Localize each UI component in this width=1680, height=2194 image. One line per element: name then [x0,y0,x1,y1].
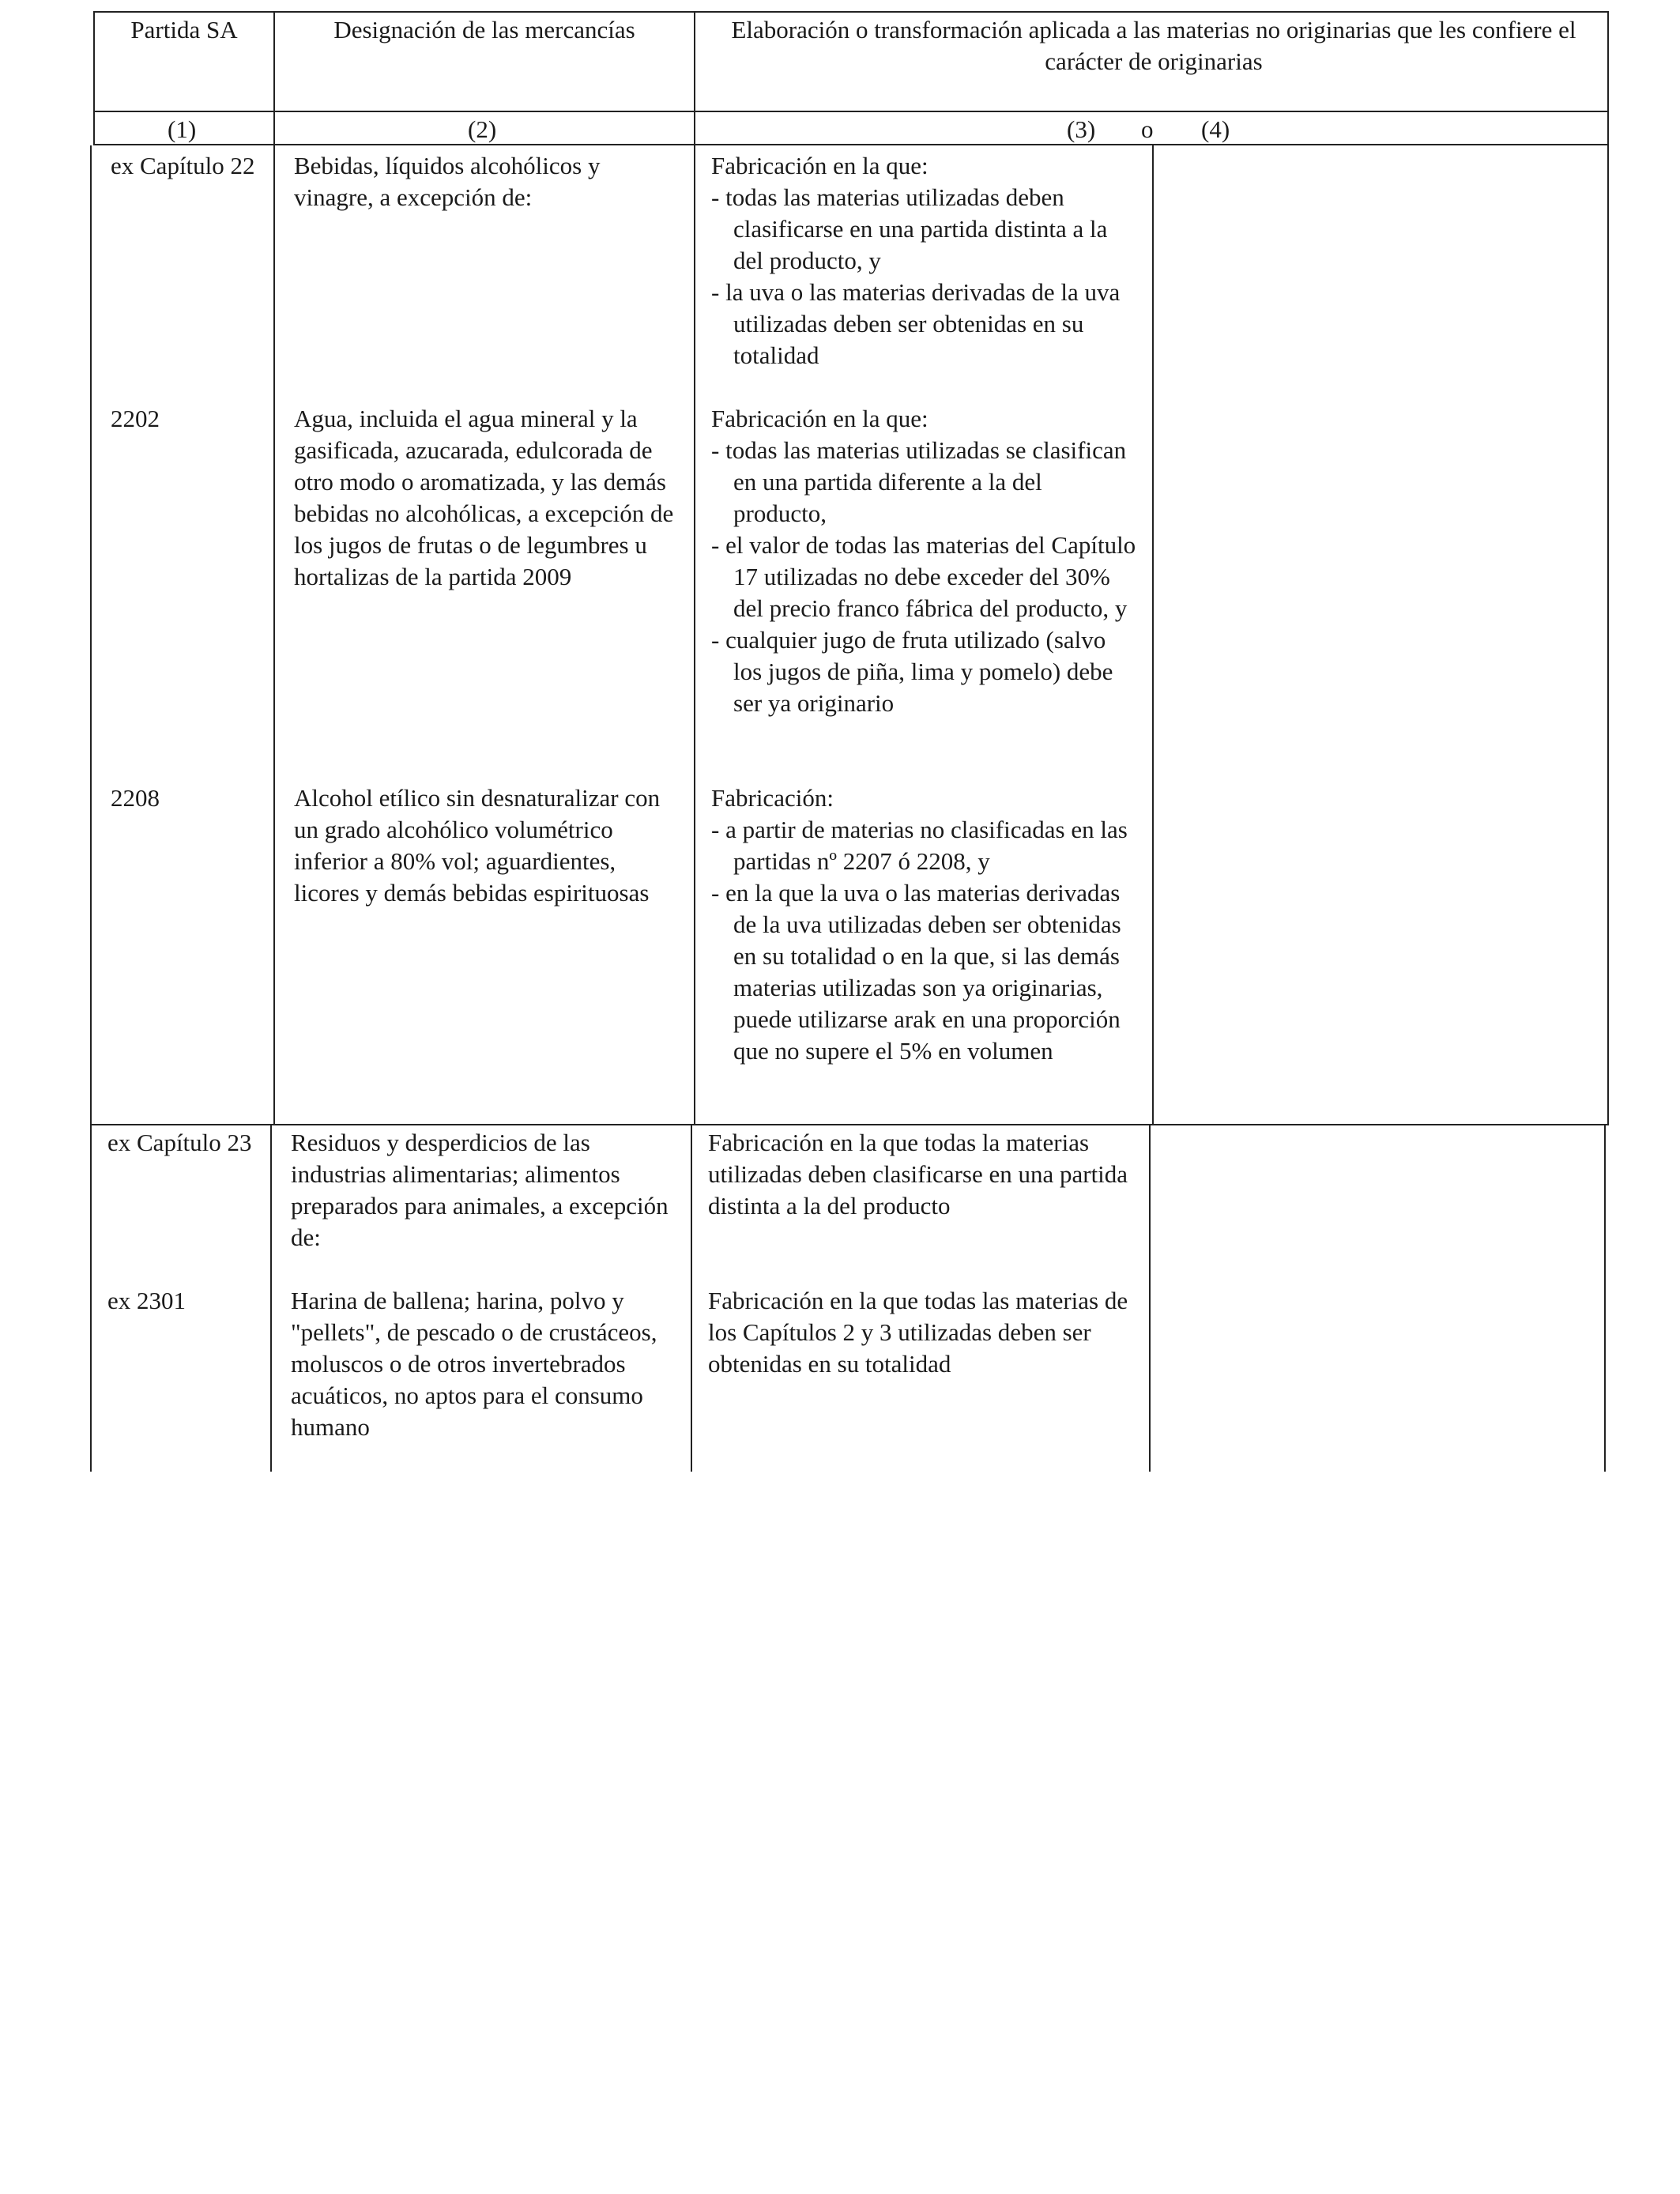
rule-item: - la uva o las materias derivadas de la uva utilizadas deben ser obtenidas en su totalidad [711,277,1138,371]
column-number-2: (2) [468,115,497,143]
column-divider [1149,1124,1151,1472]
header-elaboracion: Elaboración o transformación aplicada a las materias no originarias que les confiere el carácter de originarias [731,16,1576,75]
row-code: ex Capítulo 22 [111,152,255,179]
column-divider [273,145,275,1124]
row-code: 2202 [111,405,160,432]
column-number-4: (4) [1201,115,1230,143]
row-description: Bebidas, líquidos alcohólicos y vinagre, a excepción de: [294,152,601,211]
header-partida-sa: Partida SA [130,16,238,43]
column-divider [691,1124,692,1472]
rule-item: - todas las materias utilizadas se clasifican en una partida diferente a la del producto, [711,435,1138,530]
table-border-left [90,145,92,1124]
column-number-3: (3) [1067,115,1096,143]
column-number-row [93,112,1609,145]
row-description: Harina de ballena; harina, polvo y "pellets", de pescado o de crustáceos, moluscos o de otros invertebrados acuáticos, no aptos para el consumo humano [291,1287,657,1441]
column-divider [694,145,695,1124]
table-border-left [90,1124,92,1472]
rule-item: - el valor de todas las materias del Capítulo 17 utilizadas no debe exceder del 30% del precio franco fábrica del producto, y [711,530,1138,624]
row-rule [711,150,1138,371]
rule-item: - cualquier jugo de fruta utilizado (salvo los jugos de piña, lima y pomelo) debe ser ya originario [711,624,1138,719]
row-rule: Fabricación en la que todas la materias utilizadas deben clasificarse en una partida distinta a la del producto [708,1129,1128,1220]
table-border-right [1607,145,1609,1124]
rule-intro: Fabricación en la que: [711,405,929,432]
row-description: Alcohol etílico sin desnaturalizar con un grado alcohólico volumétrico inferior a 80% vol; aguardientes, licores y demás bebidas espirituosas [294,784,661,907]
row-rule [711,782,1138,1067]
row-divider [90,1124,1609,1125]
row-rule [711,403,1138,719]
header-designacion: Designación de las mercancías [333,16,635,43]
column-number-1: (1) [168,115,197,143]
rule-item: - a partir de materias no clasificadas en las partidas nº 2207 ó 2208, y [711,814,1138,877]
column-divider [270,1124,272,1472]
row-code: ex 2301 [107,1287,186,1314]
column-number-or: o [1141,115,1154,143]
table-border-right [1604,1124,1606,1472]
rule-item: - en la que la uva o las materias derivadas de la uva utilizadas deben ser obtenidas en su totalidad o en la que, si las demás materias utilizadas son ya originarias, puede utilizarse arak en una proporción que no supere el 5% en volumen [711,877,1138,1067]
rule-intro: Fabricación en la que: [711,152,929,179]
header-divider [694,11,695,145]
row-description: Residuos y desperdicios de las industrias alimentarias; alimentos preparados para animales, a excepción de: [291,1129,669,1251]
row-code: 2208 [111,784,160,812]
rule-intro: Fabricación: [711,784,834,812]
row-description: Agua, incluida el agua mineral y la gasificada, azucarada, edulcorada de otro modo o aromatizada, y las demás bebidas no alcohólicas, a excepción de los jugos de frutas o de legumbres u hortalizas de la partida 2009 [294,405,674,590]
rule-item: - todas las materias utilizadas deben clasificarse en una partida distinta a la del producto, y [711,182,1138,277]
column-divider [1152,145,1154,1124]
row-code: ex Capítulo 23 [107,1129,252,1156]
row-rule: Fabricación en la que todas las materias de los Capítulos 2 y 3 utilizadas deben ser obtenidas en su totalidad [708,1287,1128,1378]
